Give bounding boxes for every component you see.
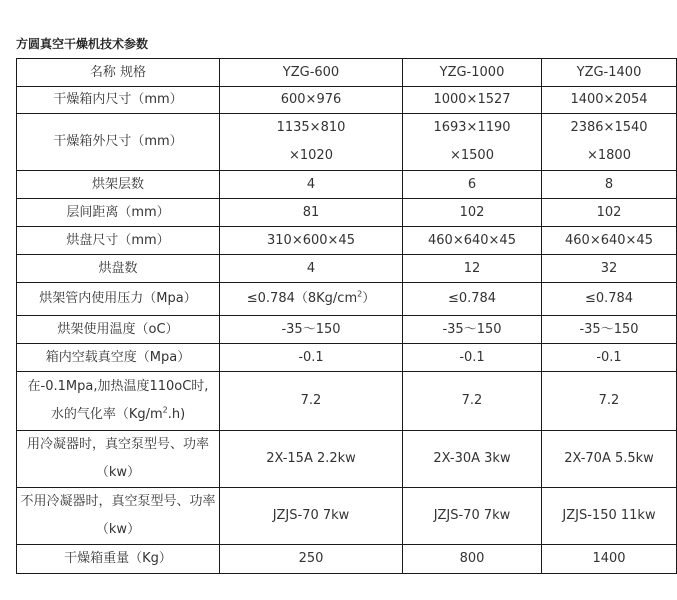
cell-value: 310×600×45 (220, 227, 403, 255)
header-model: YZG-1400 (542, 59, 677, 87)
cell-value: 2X-30A 3kw (403, 431, 542, 488)
cell-value: JZJS-70 7kw (403, 488, 542, 545)
table-row (17, 344, 677, 372)
value-text: ≤0.784（8Kg/cm (246, 291, 358, 306)
row-label: 干燥箱内尺寸（mm） (17, 87, 220, 114)
table-header-row (17, 59, 677, 87)
cell-value: 102 (403, 199, 542, 227)
cell-value (220, 283, 403, 316)
cell-value: 8 (542, 171, 677, 199)
value-text: ） (362, 291, 376, 306)
cell-value: 4 (220, 255, 403, 283)
row-label: 烘盘尺寸（mm） (17, 227, 220, 255)
cell-value: 2X-70A 5.5kw (542, 431, 677, 488)
cell-value: JZJS-70 7kw (220, 488, 403, 545)
superscript: 2 (357, 289, 363, 299)
superscript: 2 (162, 405, 168, 415)
row-label: 箱内空载真空度（Mpa） (17, 344, 220, 372)
row-label: 不用冷凝器时，真空泵型号、功率（kw） (17, 488, 220, 545)
spec-table (16, 58, 677, 574)
cell-value: 1400 (542, 545, 677, 574)
cell-value: 800 (403, 545, 542, 574)
cell-value: 1693×1190 ×1500 (403, 114, 542, 171)
cell-value: 12 (403, 255, 542, 283)
row-label: 干燥箱重量（Kg） (17, 545, 220, 574)
cell-value: 1000×1527 (403, 87, 542, 114)
cell-value: 2386×1540 ×1800 (542, 114, 677, 171)
cell-value: 1400×2054 (542, 87, 677, 114)
row-label: 干燥箱外尺寸（mm） (17, 114, 220, 171)
table-row (17, 87, 677, 114)
row-label: 层间距离（mm） (17, 199, 220, 227)
row-label: 用冷凝器时，真空泵型号、功率（kw） (17, 431, 220, 488)
cell-value: -35～150 (542, 316, 677, 344)
row-label (17, 372, 220, 431)
table-row (17, 114, 677, 171)
cell-value: 81 (220, 199, 403, 227)
table-row (17, 171, 677, 199)
table-row (17, 255, 677, 283)
cell-value: 460×640×45 (403, 227, 542, 255)
page-title: 方圆真空干燥机技术参数 (16, 37, 149, 51)
cell-value: -35～150 (220, 316, 403, 344)
cell-value: ≤0.784 (403, 283, 542, 316)
cell-value: -35～150 (403, 316, 542, 344)
cell-value: 102 (542, 199, 677, 227)
cell-value: -0.1 (542, 344, 677, 372)
row-label: 烘架层数 (17, 171, 220, 199)
row-label: 烘架使用温度（oC） (17, 316, 220, 344)
cell-value: 7.2 (220, 372, 403, 431)
cell-value: 250 (220, 545, 403, 574)
label-text: .h) (167, 407, 186, 422)
label-text: 在-0.1Mpa,加热温度110oC时, (27, 379, 209, 394)
header-label: 名称 规格 (17, 59, 220, 87)
label-text: 水的气化率（Kg/m (50, 407, 163, 422)
cell-value: JZJS-150 11kw (542, 488, 677, 545)
cell-value: 6 (403, 171, 542, 199)
cell-value: -0.1 (403, 344, 542, 372)
row-label: 烘盘数 (17, 255, 220, 283)
cell-value: 7.2 (542, 372, 677, 431)
header-model: YZG-600 (220, 59, 403, 87)
table-row (17, 227, 677, 255)
table-row (17, 431, 677, 488)
table-row (17, 372, 677, 431)
cell-value: 4 (220, 171, 403, 199)
table-row (17, 545, 677, 574)
cell-value: 7.2 (403, 372, 542, 431)
cell-value: 2X-15A 2.2kw (220, 431, 403, 488)
table-row (17, 488, 677, 545)
table-row (17, 316, 677, 344)
cell-value: -0.1 (220, 344, 403, 372)
cell-value: 32 (542, 255, 677, 283)
header-model: YZG-1000 (403, 59, 542, 87)
row-label: 烘架管内使用压力（Mpa） (17, 283, 220, 316)
table-row (17, 199, 677, 227)
table-row (17, 283, 677, 316)
cell-value: 1135×810 ×1020 (220, 114, 403, 171)
cell-value: 600×976 (220, 87, 403, 114)
cell-value: ≤0.784 (542, 283, 677, 316)
cell-value: 460×640×45 (542, 227, 677, 255)
